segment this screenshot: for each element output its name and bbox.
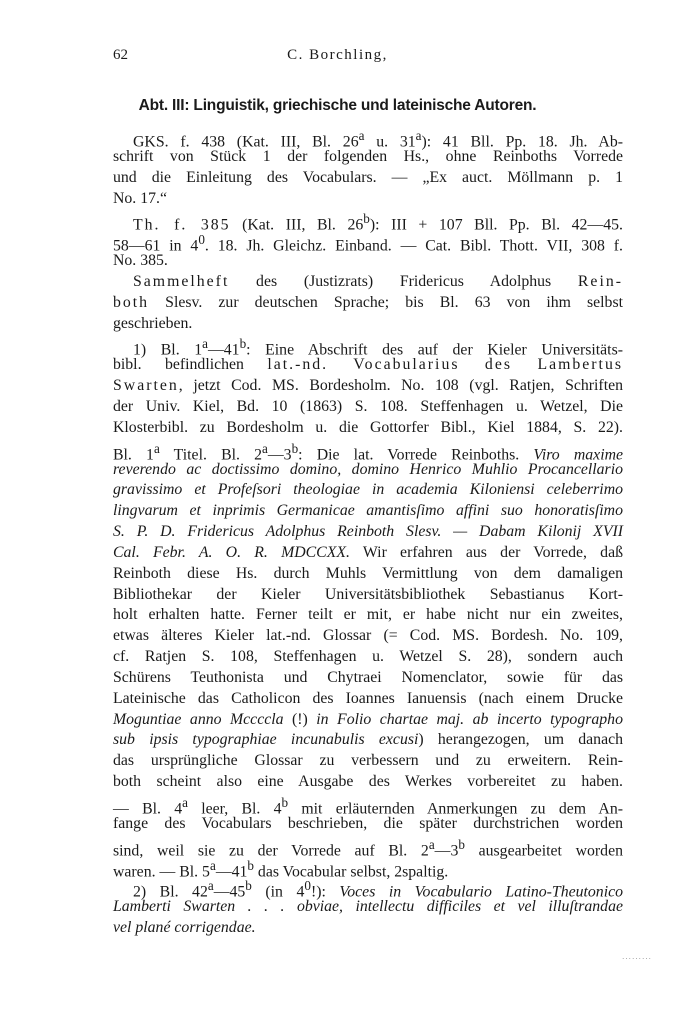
print-speck: ········· xyxy=(622,955,652,963)
text-line: cf. Ratjen S. 108, Steffenhagen u. Wetzel S. 28), sondern auch xyxy=(113,648,623,666)
text-line: bibl. befindlichen lat.-nd. Vocabularius des Lambertus xyxy=(113,356,623,374)
text-line: Bibliothekar der Kieler Universitätsbibliothek Sebastianus Kort- xyxy=(113,585,623,603)
text-line: 2) Bl. 42$^a$—45$^b$ (in $4^0$!): Voces in Vocabulario Latino-Theutonico xyxy=(133,878,623,901)
text-line: both Slesv. zur deutschen Sprache; bis Bl. 63 von ihm selbst xyxy=(113,293,623,311)
text-line: Schürens Teuthonista und Chytraei Nomenclator, sowie für das xyxy=(113,668,623,686)
text-line: Lamberti Swarten . . . obviae, intellectu difficiles et vel illuſtrandae xyxy=(113,898,623,916)
text-line: 58—61 in $4^0$. 18. Jh. Gleichz. Einband. — Cat. Bibl. Thott. VII, 308 f. xyxy=(113,232,623,255)
text-line: No. 17.“ xyxy=(113,189,167,207)
text-line: — Bl. 4$^a$ leer, Bl. 4$^b$ mit erläuternden Anmerkungen zu dem An- xyxy=(113,795,623,818)
text-line: Reinboth diese Hs. durch Muhls Vermittlung von dem damaligen xyxy=(113,564,623,582)
body-text xyxy=(113,126,623,939)
text-line: Cal. Febr. A. O. R. MDCCXX. Wir erfahren aus der Vorrede, daß xyxy=(113,543,623,561)
text-line: Bl. 1$^a$ Titel. Bl. 2$^a$—3$^b$: Die lat. Vorrede Reinboths. Viro maxime xyxy=(113,440,623,463)
text-line: vel plané corrigendae. xyxy=(113,919,256,937)
text-line: lingvarum et inprimis Germanicae amantisſimo affini suo honoratisſimo xyxy=(113,502,623,520)
text-line: GKS. f. 438 (Kat. III, Bl. 26$^a$ u. 31$^a$): 41 Bll. Pp. 18. Jh. Ab- xyxy=(133,128,623,151)
text-line: sind, weil sie zu der Vorrede auf Bl. 2$^a$—3$^b$ ausgearbeitet worden xyxy=(113,836,623,859)
text-line: holt erhalten hatte. Ferner teilt er mit, er habe nicht nur ein zweites, xyxy=(113,606,623,624)
text-line: Th. f. 385 (Kat. III, Bl. 26$^b$): III + 107 Bll. Pp. Bl. 42—45. xyxy=(133,211,623,234)
text-line: 1) Bl. 1$^a$—41$^b$: Eine Abschrift des auf der Kieler Universitäts- xyxy=(133,336,623,359)
text-line: der Univ. Kiel, Bd. 10 (1863) S. 108. Steffenhagen u. Wetzel, Die xyxy=(113,397,623,415)
text-line: Klosterbibl. zu Bordesholm u. die Gottorfer Bibl., Kiel 1884, S. 22). xyxy=(113,418,623,436)
text-line: sub ipsis typographiae incunabulis excusi) herangezogen, um danach xyxy=(113,731,624,749)
text-line: reverendo ac doctissimo domino, domino Henrico Muhlio Procancellario xyxy=(113,460,623,478)
text-line: S. P. D. Fridericus Adolphus Reinboth Slesv. — Dabam Kilonij XVII xyxy=(113,523,623,541)
text-line: geschrieben. xyxy=(113,314,193,332)
text-line: etwas älteres Kieler lat.-nd. Glossar (= Cod. MS. Bordesh. No. 109, xyxy=(113,627,623,645)
text-line: No. 385. xyxy=(113,252,168,270)
text-line: und die Einleitung des Vocabulars. — „Ex auct. Möllmann p. 1 xyxy=(113,168,623,186)
section-heading: Abt. III: Linguistik, griechische und lateinische Autoren. xyxy=(138,97,537,114)
text-line: schrift von Stück 1 der folgenden Hs., ohne Reinboths Vorrede xyxy=(113,147,623,165)
text-line: both scheint also eine Ausgabe des Werkes vorbereitet zu haben. xyxy=(113,773,623,791)
page-number: 62 xyxy=(113,47,128,63)
text-line: waren. — Bl. 5$^a$—41$^b$ das Vocabular selbst, 2spaltig. xyxy=(113,857,449,880)
text-line: Moguntiae anno Mccccla (!) in Folio chartae maj. ab incerto typographo xyxy=(113,710,623,728)
text-line: das ursprüngliche Glossar zu verbessern und zu erweitern. Rein- xyxy=(113,752,623,770)
text-line: fange des Vocabulars beschrieben, die später durchstrichen worden xyxy=(113,814,623,832)
running-title: C. Borchling, xyxy=(287,47,388,63)
text-line: Sammelheft des (Justizrats) Fridericus Adolphus Rein- xyxy=(133,272,623,290)
text-line: Swarten, jetzt Cod. MS. Bordesholm. No. 108 (vgl. Ratjen, Schriften xyxy=(113,377,623,395)
text-line: gravissimo et Profeſsori theologiae in academia Kiloniensi celeberrimo xyxy=(113,481,623,499)
text-line: Lateinische das Catholicon des Ioannes Ianuensis (nach einem Drucke xyxy=(113,689,623,707)
